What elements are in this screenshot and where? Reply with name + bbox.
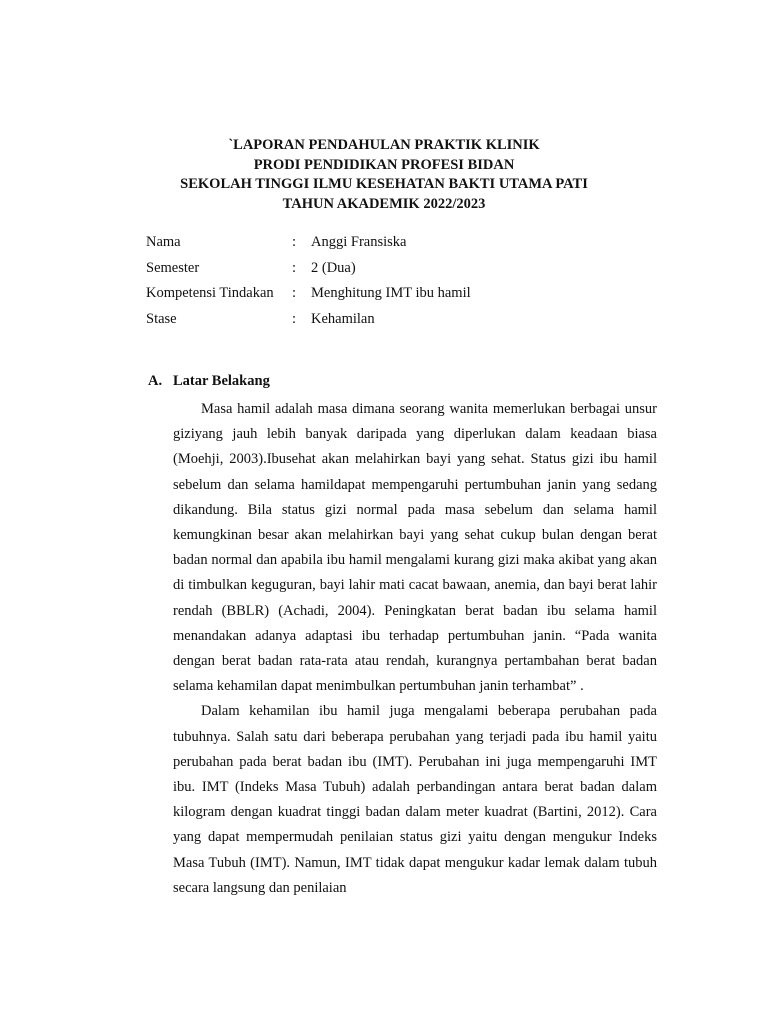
title-line-4: TAHUN AKADEMIK 2022/2023 bbox=[282, 195, 486, 212]
identity-colon: : bbox=[292, 310, 297, 327]
identity-value: Kehamilan bbox=[311, 310, 375, 327]
title-line-1: `LAPORAN PENDAHULAN PRAKTIK KLINIK bbox=[228, 137, 540, 153]
paragraph-2: Dalam kehamilan ibu hamil juga mengalami beberapa perubahan pada tubuhnya. Salah satu dari beberapa perubahan yang terjadi pada ibu hamil yaitu perubahan pada berat badan ibu (IMT). Perubahan ini juga mempengaruhi IMT ibu. IMT (Indeks Masa Tubuh) adalah perbandingan antara berat badan dalam kilogram dengan kuadrat tinggi badan dalam meter kuadrat (Bartini, 2012). Cara yang dapat mempermudah penilaian status gizi yaitu dengan mengukur Indeks Masa Tubuh (IMT). Namun, IMT tidak dapat mengukur kadar lemak dalam tubuh secara langsung dan penilaian bbox=[173, 703, 657, 896]
section-title: Latar Belakang bbox=[173, 373, 270, 389]
identity-label: Stase bbox=[146, 310, 177, 327]
section-heading bbox=[148, 372, 270, 391]
identity-colon: : bbox=[292, 234, 297, 250]
report-title bbox=[0, 136, 768, 214]
identity-label: Kompetensi Tindakan bbox=[146, 285, 274, 301]
identity-colon: : bbox=[292, 285, 297, 301]
identity-label: Semester bbox=[146, 259, 200, 276]
paragraph-1: Masa hamil adalah masa dimana seorang wanita memerlukan berbagai unsur giziyang jauh lebih banyak daripada yang diperlukan dalam keadaan biasa (Moehji, 2003).Ibusehat akan melahirkan bayi yang sehat. Status gizi ibu hamil sebelum dan selama hamildapat mempengaruhi pertumbuhan janin yang sedang dikandung. Bila status gizi normal pada masa sebelum dan selama hamil kemungkinan besar akan melahirkan bayi yang sehat cukup bulan dengan berat badan normal dan apabila ibu hamil mengalami kurang gizi maka akibat yang akan di timbulkan keguguran, bayi lahir mati cacat bawaan, anemia, dan bayi berat lahir rendah (BBLR) (Achadi, 2004). Peningkatan berat badan ibu selama hamil menandakan adanya adaptasi ibu terhadap pertumbuhan janin. “Pada wanita dengan berat badan rata-rata atau rendah, kurangnya pertambahan berat badan selama kehamilan dapat menimbulkan pertumbuhan janin terhambat” . bbox=[173, 401, 657, 695]
title-line-2: PRODI PENDIDIKAN PROFESI BIDAN bbox=[253, 156, 515, 173]
identity-label: Nama bbox=[146, 234, 181, 250]
identity-colon: : bbox=[292, 259, 297, 276]
identity-value: 2 (Dua) bbox=[311, 259, 356, 276]
title-line-3: SEKOLAH TINGGI ILMU KESEHATAN BAKTI UTAMA PATI bbox=[180, 176, 588, 192]
section-body bbox=[173, 397, 657, 901]
section-letter: A. bbox=[148, 373, 163, 389]
identity-value: Menghitung IMT ibu hamil bbox=[311, 285, 471, 301]
identity-value: Anggi Fransiska bbox=[311, 234, 407, 250]
